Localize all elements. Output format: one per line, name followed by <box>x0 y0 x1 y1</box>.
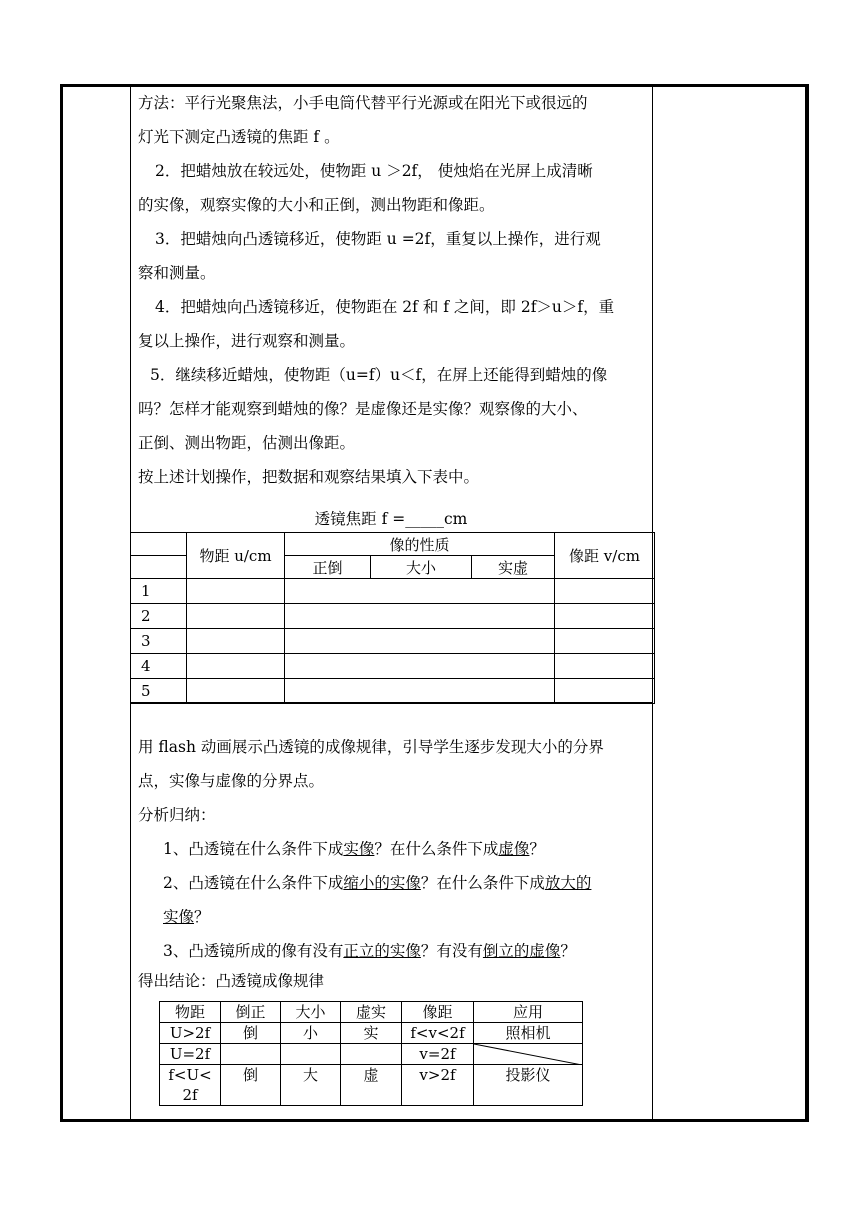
imaging-rules-table <box>159 1001 583 1106</box>
question-2-cont: 实像？ <box>163 908 210 926</box>
analysis-title: 分析归纳： <box>138 806 216 824</box>
table1-header-object-distance: 物距 u/cm <box>187 533 285 579</box>
table2-cell: 虚 <box>341 1065 402 1106</box>
method-line: 灯光下测定凸透镜的焦距 f 。 <box>138 128 340 146</box>
step-5-line: 吗？怎样才能观察到蜡烛的像？是虚像还是实像？观察像的大小、 <box>138 400 588 418</box>
conclusion: 得出结论：凸透镜成像规律 <box>138 972 325 990</box>
table2-cell: f<v<2f <box>402 1023 474 1044</box>
table2-cell: v>2f <box>402 1065 474 1106</box>
table2-cell: U=2f <box>160 1044 221 1065</box>
table2-header: 大小 <box>281 1002 341 1023</box>
table-row-index: 4 <box>131 654 187 679</box>
step-5-line: 正倒、测出物距，估测出像距。 <box>138 434 356 452</box>
table2-cell: U>2f <box>160 1023 221 1044</box>
step-3-line: 3．把蜡烛向凸透镜移近，使物距 u =2f，重复以上操作，进行观 <box>155 230 601 248</box>
table2-header: 物距 <box>160 1002 221 1023</box>
question-1: 1、凸透镜在什么条件下成实像？在什么条件下成虚像？ <box>163 840 545 858</box>
observation-table <box>130 532 655 704</box>
table2-cell: v=2f <box>402 1044 474 1065</box>
step-2-line: 2．把蜡烛放在较远处，使物距 u ＞2f， 使烛焰在光屏上成清晰 <box>155 162 593 180</box>
flash-line: 用 flash 动画展示凸透镜的成像规律，引导学生逐步发现大小的分界 <box>138 738 604 756</box>
table2-header: 像距 <box>402 1002 474 1023</box>
flash-line: 点，实像与虚像的分界点。 <box>138 772 325 790</box>
table1-sub-orientation: 正倒 <box>285 556 371 579</box>
table2-cell: 投影仪 <box>474 1065 583 1106</box>
instruction: 按上述计划操作，把数据和观察结果填入下表中。 <box>138 468 480 486</box>
table1-sub-real-virtual: 实虚 <box>472 556 555 579</box>
method-line: 方法：平行光聚焦法，小手电筒代替平行光源或在阳光下或很远的 <box>138 94 588 112</box>
question-2: 2、凸透镜在什么条件下成缩小的实像？在什么条件下成放大的 <box>163 874 592 892</box>
table1-blank-cell <box>131 533 187 556</box>
table2-cell <box>341 1044 402 1065</box>
analysis-content <box>138 730 648 994</box>
table1-header-image-props: 像的性质 <box>285 533 555 556</box>
table2-cell <box>281 1044 341 1065</box>
table-row-index: 1 <box>131 579 187 604</box>
table2-header: 应用 <box>474 1002 583 1023</box>
table2-cell: 倒 <box>221 1065 281 1106</box>
table1-header-image-distance: 像距 v/cm <box>555 533 655 579</box>
step-2-line: 的实像，观察实像的大小和正倒，测出物距和像距。 <box>138 196 495 214</box>
table2-cell <box>221 1044 281 1065</box>
table2-cell: 小 <box>281 1023 341 1044</box>
step-3-line: 察和测量。 <box>138 264 216 282</box>
table1-blank-cell <box>131 556 187 579</box>
table2-header: 倒正 <box>221 1002 281 1023</box>
table-row-index: 5 <box>131 679 187 704</box>
step-5-line: 5．继续移近蜡烛，使物距（u=f）u＜f，在屏上还能得到蜡烛的像 <box>150 366 608 384</box>
table2-cell: 照相机 <box>474 1023 583 1044</box>
table1-caption: 透镜焦距 f =_____cm <box>314 510 468 528</box>
diagonal-line <box>474 1044 582 1065</box>
step-4-line: 4．把蜡烛向凸透镜移近，使物距在 2f 和 f 之间，即 2f＞u＞f，重 <box>155 298 615 316</box>
table1-sub-size: 大小 <box>371 556 472 579</box>
table2-cell: 实 <box>341 1023 402 1044</box>
question-3: 3、凸透镜所成的像有没有正立的实像？有没有倒立的虚像？ <box>163 942 576 960</box>
table2-cell: f<U< 2f <box>160 1065 221 1106</box>
table2-cell: 倒 <box>221 1023 281 1044</box>
main-content <box>138 86 648 494</box>
table-row-index: 3 <box>131 629 187 654</box>
step-4-line: 复以上操作，进行观察和测量。 <box>138 332 356 350</box>
table2-cell: 大 <box>281 1065 341 1106</box>
table2-header: 虚实 <box>341 1002 402 1023</box>
table2-diagonal-cell <box>474 1044 583 1065</box>
table-row-index: 2 <box>131 604 187 629</box>
